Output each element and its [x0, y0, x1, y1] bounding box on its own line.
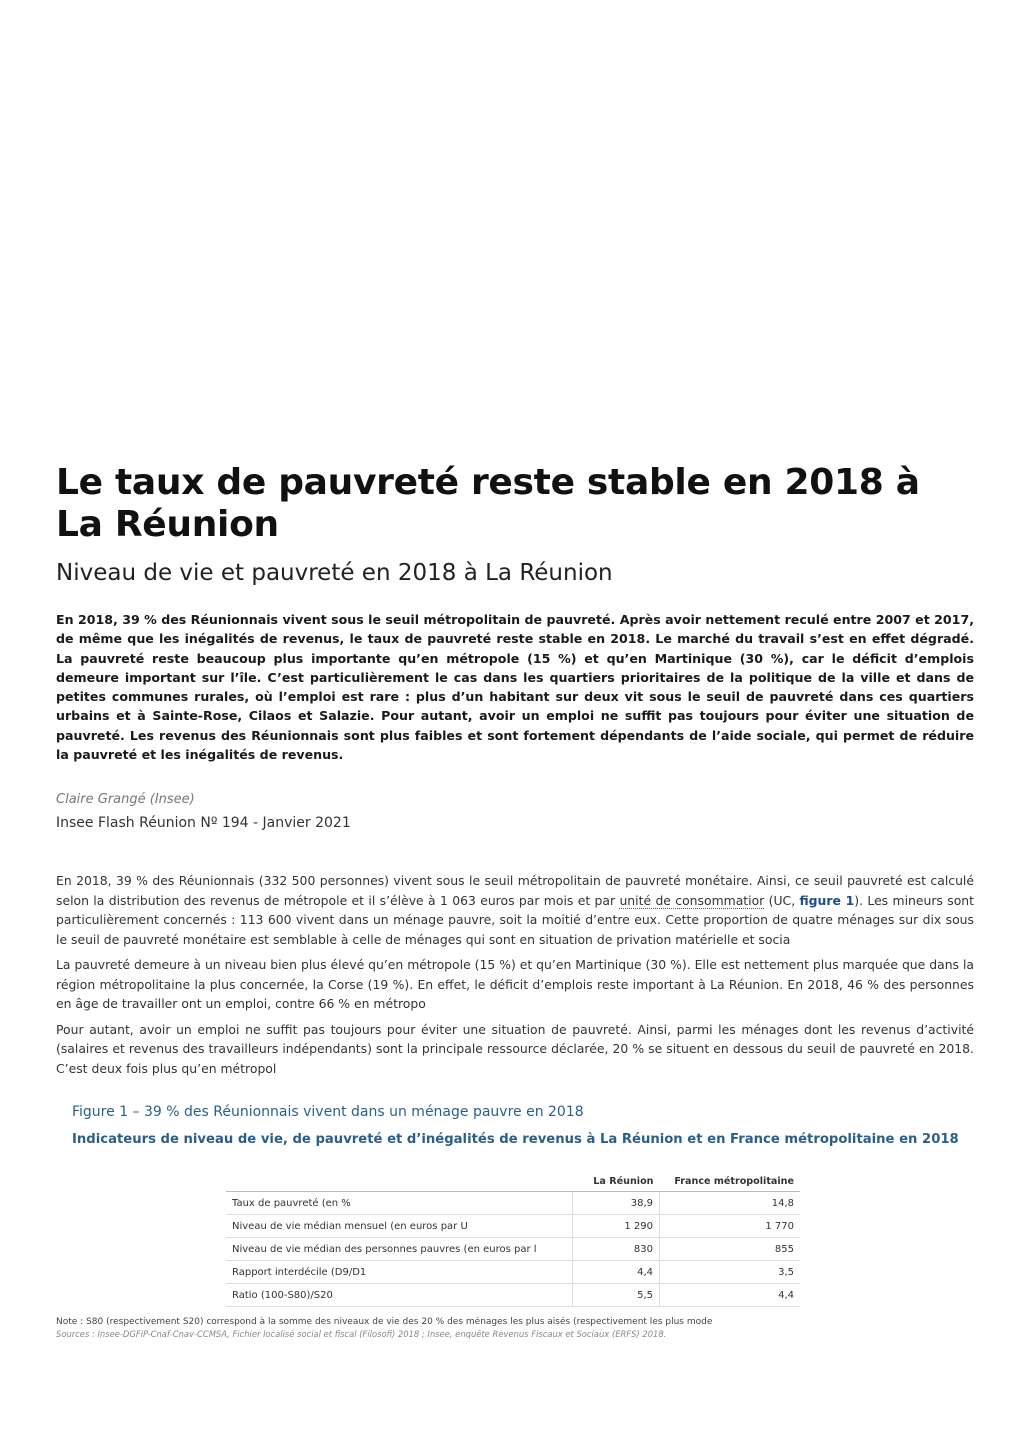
article — [56, 462, 974, 1339]
paragraph-2: La pauvreté demeure à un niveau bien plus élevé qu’en métropole (15 %) et qu’en Martinique (30 %). Elle est nettement plus marquée que dans la région métropolitaine la plus concernée, la Corse (19 %). En effet, le déficit d’emplois reste important à La Réunion. En 2018, 46 % des personnes en âge de travailler ont un emploi, contre 66 % en métropo — [56, 957, 974, 1012]
reunion-value: 1 290 — [573, 1215, 660, 1238]
page-subtitle: Niveau de vie et pauvreté en 2018 à La Réunion — [56, 560, 613, 586]
france-value: 14,8 — [660, 1192, 801, 1215]
column-header-france: France métropolitaine — [660, 1168, 801, 1192]
figure-subtitle: Indicateurs de niveau de vie, de pauvreté et d’inégalités de revenus à La Réunion et en France métropolitaine en 2018 — [72, 1132, 959, 1148]
paragraph-1-text-b: (UC, — [764, 892, 800, 908]
table-row — [226, 1261, 800, 1284]
row-label: Niveau de vie médian mensuel (en euros par U — [226, 1215, 573, 1238]
france-value: 855 — [660, 1238, 801, 1261]
row-label: Ratio (100-S80)/S20 — [226, 1284, 573, 1307]
table-row — [226, 1215, 800, 1238]
row-label: Niveau de vie médian des personnes pauvres (en euros par l — [226, 1238, 573, 1261]
publication-reference: Insee Flash Réunion Nº 194 - Janvier 2021 — [56, 815, 351, 832]
glossary-link-uc[interactable]: unité de consommatior — [619, 892, 765, 908]
page-title: Le taux de pauvreté reste stable en 2018 à La Réunion — [56, 462, 920, 545]
row-label: Rapport interdécile (D9/D1 — [226, 1261, 573, 1284]
paragraph-1 — [56, 871, 974, 949]
reunion-value: 38,9 — [573, 1192, 660, 1215]
paragraph-1-text-c: ). Les mineurs sont particulièrement concernés : 113 600 vivent dans un ménage pauvre, soit la moitié d’entre eux. Cette proportion de quatre ménages sur dix sous le seuil de pauvreté monétaire est semblable à celle de ménages qui sont en situation de privation matérielle et socia — [56, 892, 974, 947]
indicators-table — [226, 1168, 800, 1307]
france-value: 4,4 — [660, 1284, 801, 1307]
figure-note: Note : S80 (respectivement S20) correspond à la somme des niveaux de vie des 20 % des ménages les plus aisés (respectivement les plus mode — [56, 1317, 713, 1328]
france-value: 1 770 — [660, 1215, 801, 1238]
column-header-indicator — [226, 1168, 573, 1192]
reunion-value: 830 — [573, 1238, 660, 1261]
article-lead: En 2018, 39 % des Réunionnais vivent sous le seuil métropolitain de pauvreté. Après avoir nettement reculé entre 2007 et 2017, de même que les inégalités de revenus, le taux de pauvreté reste stable en 2018. Le marché du travail s’est en effet dégradé. La pauvreté reste beaucoup plus importante qu’en métropole (15 %) et qu’en Martinique (30 %), car le déficit d’emplois demeure important sur l’île. C’est particulièrement le cas dans les quartiers prioritaires de la politique de la ville et dans de petites communes rurales, où l’emploi est rare : plus d’un habitant sur deux vit sous le seuil de pauvreté dans ces quartiers urbains et à Sainte-Rose, Cilaos et Salazie. Pour autant, avoir un emploi ne suffit pas toujours pour éviter une situation de pauvreté. Les revenus des Réunionnais sont plus faibles et sont fortement dépendants de l’aide sociale, qui permet de réduire la pauvreté et les inégalités de revenus. — [56, 612, 974, 763]
table-header-row — [226, 1168, 800, 1192]
table-row — [226, 1284, 800, 1307]
paragraph-3: Pour autant, avoir un emploi ne suffit pas toujours pour éviter une situation de pauvreté. Ainsi, parmi les ménages dont les revenus d’activité (salaires et revenus des travailleurs indépendants) sont la principale ressource déclarée, 20 % se situent en dessous du seuil de pauvreté en 2018. C’est deux fois plus qu’en métropol — [56, 1021, 974, 1076]
figure-title: Figure 1 – 39 % des Réunionnais vivent dans un ménage pauvre en 2018 — [72, 1104, 584, 1121]
reunion-value: 4,4 — [573, 1261, 660, 1284]
reunion-value: 5,5 — [573, 1284, 660, 1307]
france-value: 3,5 — [660, 1261, 801, 1284]
table-row — [226, 1192, 800, 1215]
paragraph-1-text-a: En 2018, 39 % des Réunionnais (332 500 personnes) vivent sous le seuil métropolitain de pauvreté monétaire. Ainsi, ce seuil pauvreté est calculé selon la distribution des revenus de métropole et il s’élève à 1 063 euros par mois et par — [56, 873, 974, 908]
column-header-reunion: La Réunion — [573, 1168, 660, 1192]
figure-1-link[interactable]: figure 1 — [799, 892, 855, 908]
row-label: Taux de pauvreté (en % — [226, 1192, 573, 1215]
figure-sources: Sources : Insee-DGFiP-Cnaf-Cnav-CCMSA, Fichier localisé social et fiscal (Filosofi) 2018 ; Insee, enquête Revenus Fiscaux et Sociaux (ERFS) 2018. — [56, 1329, 667, 1340]
author: Claire Grangé (Insee) — [56, 792, 195, 808]
article-body — [56, 871, 974, 1078]
table-row — [226, 1238, 800, 1261]
